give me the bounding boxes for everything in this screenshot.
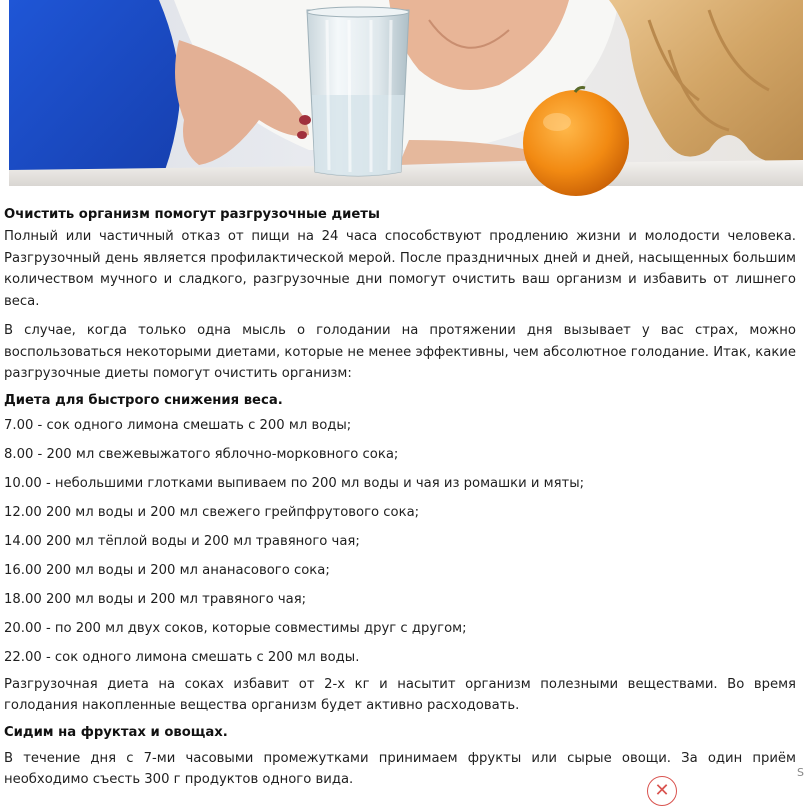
schedule-item: 10.00 - небольшими глотками выпиваем по 200 мл воды и чая из ромашки и мяты; [4, 475, 585, 491]
close-icon[interactable]: ✕ [647, 776, 677, 806]
diet1-summary: Разгрузочная диета на соках избавит от 2-х кг и насытит организм полезными веществами. Во время голодания накопленные вещества организм будет активно расходовать. [4, 676, 796, 713]
intro-paragraph: Полный или частичный отказ от пищи на 24 часа способствуют продлению жизни и молодости человека. Разгрузочный день является профилактической мерой. После праздничных дней и дней, насыщенных большим количеством мучного и сладкого, разгрузочные дни помогут очистить ваш организм и избавить от лишнего веса. [4, 229, 796, 309]
diet2-heading: Сидим на фруктах и овощах. [4, 724, 228, 740]
schedule-item: 8.00 - 200 мл свежевыжатого яблочно-морковного сока; [4, 446, 399, 462]
diet1-heading: Диета для быстрого снижения веса. [4, 392, 283, 408]
schedule-item: 20.00 - по 200 мл двух соков, которые совместимы друг с другом; [4, 620, 467, 636]
schedule-item: 16.00 200 мл воды и 200 мл ананасового сока; [4, 562, 330, 578]
article-heading: Очистить организм помогут разгрузочные диеты [4, 207, 380, 222]
article [4, 204, 796, 791]
edge-fragment: S [797, 766, 804, 779]
schedule-item: 14.00 200 мл тёплой воды и 200 мл травяного чая; [4, 533, 360, 549]
schedule-item: 7.00 - сок одного лимона смешать с 200 мл воды; [4, 417, 352, 433]
hero-photo-illustration [9, 0, 803, 186]
diet2-paragraph: В течение дня с 7-ми часовыми промежутками принимаем фрукты или сырые овощи. За один приём необходимо съесть 300 г продуктов одного вида. [4, 750, 796, 787]
hero-photo [9, 0, 803, 186]
schedule-item: 12.00 200 мл воды и 200 мл свежего грейпфрутового сока; [4, 504, 420, 520]
schedule-item: 18.00 200 мл воды и 200 мл травяного чая; [4, 591, 307, 607]
diet1-schedule [4, 416, 796, 668]
second-paragraph: В случае, когда только одна мысль о голодании на протяжении дня вызывает у вас страх, можно воспользоваться некоторыми диетами, которые не менее эффективны, чем абсолютное голодание. Итак, какие разгрузочные диеты помогут очистить организм: [4, 323, 796, 381]
schedule-item: 22.00 - сок одного лимона смешать с 200 мл воды. [4, 649, 360, 665]
